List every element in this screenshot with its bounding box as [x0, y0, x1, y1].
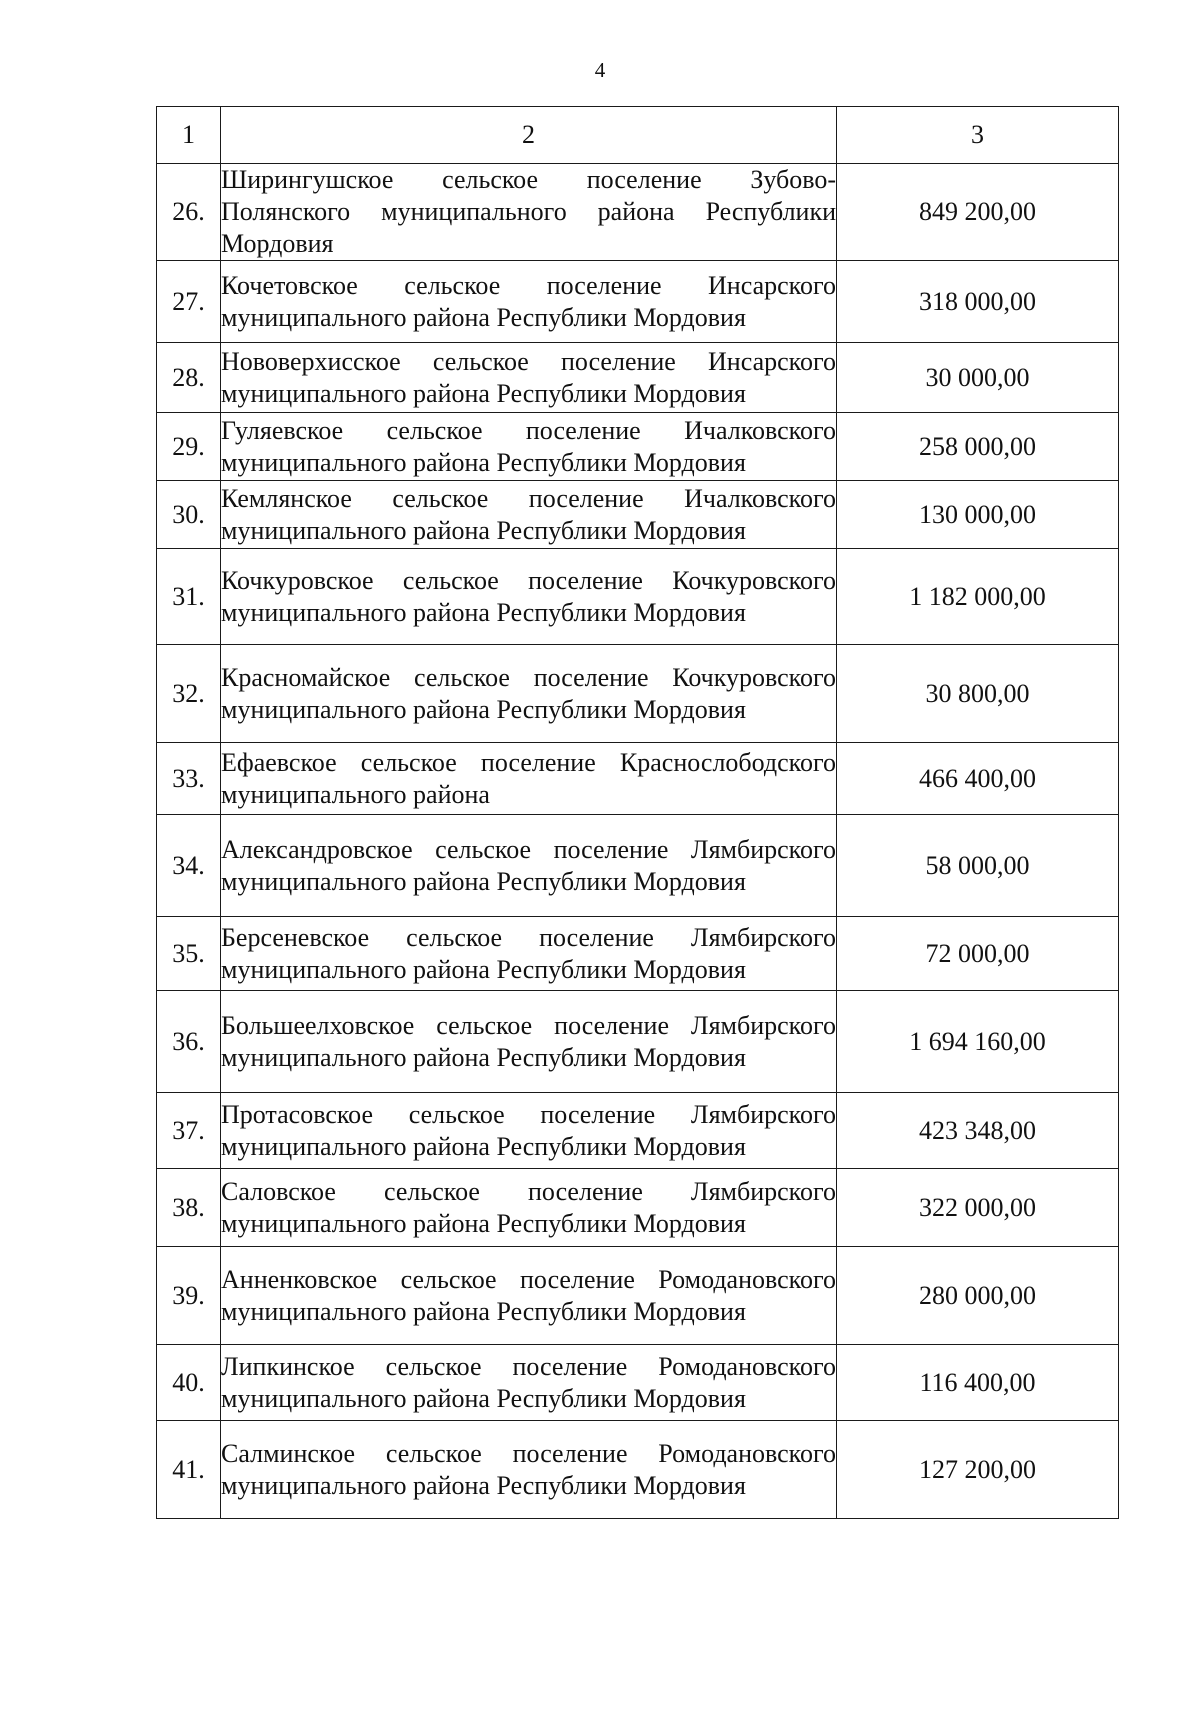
amount: 72 000,00 [837, 917, 1119, 991]
table-row [157, 164, 1119, 261]
row-number: 32. [157, 645, 221, 743]
table-row [157, 261, 1119, 343]
settlement-name: Александровское сельское поселение Лямбирского муниципального района Республики Мордовия [221, 815, 837, 917]
row-number: 33. [157, 743, 221, 815]
row-number: 41. [157, 1421, 221, 1519]
amount: 30 800,00 [837, 645, 1119, 743]
amount: 423 348,00 [837, 1093, 1119, 1169]
table-row [157, 815, 1119, 917]
settlement-name: Гуляевское сельское поселение Ичалковского муниципального района Республики Мордовия [221, 413, 837, 481]
row-number: 35. [157, 917, 221, 991]
row-number: 30. [157, 481, 221, 549]
amount: 322 000,00 [837, 1169, 1119, 1247]
table-row [157, 1093, 1119, 1169]
amount: 258 000,00 [837, 413, 1119, 481]
header-col-3: 3 [837, 107, 1119, 164]
row-number: 40. [157, 1345, 221, 1421]
table-row [157, 481, 1119, 549]
table-row [157, 1247, 1119, 1345]
settlement-name: Нововерхисское сельское поселение Инсарского муниципального района Республики Мордовия [221, 343, 837, 413]
amount: 318 000,00 [837, 261, 1119, 343]
table-row [157, 413, 1119, 481]
settlement-name: Липкинское сельское поселение Ромодановского муниципального района Республики Мордовия [221, 1345, 837, 1421]
amount: 466 400,00 [837, 743, 1119, 815]
row-number: 29. [157, 413, 221, 481]
row-number: 34. [157, 815, 221, 917]
allocation-table [156, 106, 1119, 1519]
settlement-name: Кочкуровское сельское поселение Кочкуровского муниципального района Республики Мордовия [221, 549, 837, 645]
row-number: 38. [157, 1169, 221, 1247]
row-number: 26. [157, 164, 221, 261]
page-number: 4 [594, 58, 606, 82]
settlement-name: Протасовское сельское поселение Лямбирского муниципального района Республики Мордовия [221, 1093, 837, 1169]
table-row [157, 1169, 1119, 1247]
table-row [157, 645, 1119, 743]
table-row [157, 1421, 1119, 1519]
amount: 58 000,00 [837, 815, 1119, 917]
settlement-name: Кемлянское сельское поселение Ичалковского муниципального района Республики Мордовия [221, 481, 837, 549]
row-number: 36. [157, 991, 221, 1093]
row-number: 37. [157, 1093, 221, 1169]
amount: 1 694 160,00 [837, 991, 1119, 1093]
amount: 280 000,00 [837, 1247, 1119, 1345]
settlement-name: Ширингушское сельское поселение Зубово-Полянского муниципального района Республики Мордовия [221, 164, 837, 261]
amount: 116 400,00 [837, 1345, 1119, 1421]
settlement-name: Ефаевское сельское поселение Краснослободского муниципального района [221, 743, 837, 815]
settlement-name: Большеелховское сельское поселение Лямбирского муниципального района Республики Мордовия [221, 991, 837, 1093]
table-row [157, 917, 1119, 991]
amount: 30 000,00 [837, 343, 1119, 413]
settlement-name: Берсеневское сельское поселение Лямбирского муниципального района Республики Мордовия [221, 917, 837, 991]
amount: 127 200,00 [837, 1421, 1119, 1519]
table-header-row [157, 107, 1119, 164]
settlement-name: Кочетовское сельское поселение Инсарского муниципального района Республики Мордовия [221, 261, 837, 343]
table-row [157, 343, 1119, 413]
settlement-name: Салминское сельское поселение Ромодановского муниципального района Республики Мордовия [221, 1421, 837, 1519]
row-number: 27. [157, 261, 221, 343]
amount: 1 182 000,00 [837, 549, 1119, 645]
settlement-name: Саловское сельское поселение Лямбирского муниципального района Республики Мордовия [221, 1169, 837, 1247]
header-col-1: 1 [157, 107, 221, 164]
table-row [157, 743, 1119, 815]
table-row [157, 991, 1119, 1093]
header-col-2: 2 [221, 107, 837, 164]
settlement-name: Анненковское сельское поселение Ромодановского муниципального района Республики Мордовия [221, 1247, 837, 1345]
table-row [157, 1345, 1119, 1421]
amount: 130 000,00 [837, 481, 1119, 549]
table-row [157, 549, 1119, 645]
row-number: 28. [157, 343, 221, 413]
settlement-name: Красномайское сельское поселение Кочкуровского муниципального района Республики Мордовия [221, 645, 837, 743]
amount: 849 200,00 [837, 164, 1119, 261]
row-number: 39. [157, 1247, 221, 1345]
row-number: 31. [157, 549, 221, 645]
